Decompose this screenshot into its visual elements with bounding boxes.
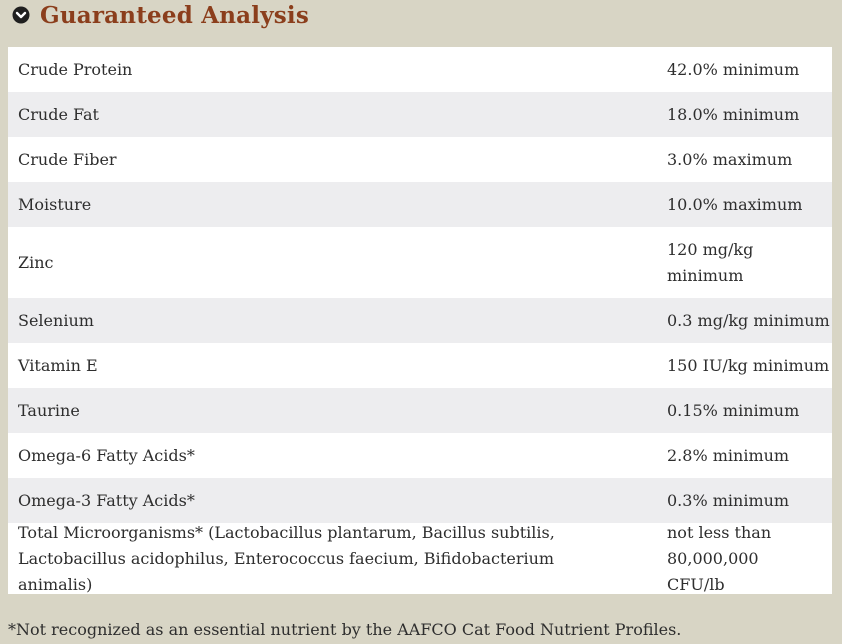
table-row [8, 92, 832, 137]
nutrient-name: Crude Fat [18, 104, 99, 124]
footnote: *Not recognized as an essential nutrient by the AAFCO Cat Food Nutrient Profiles. [8, 620, 682, 639]
nutrient-value: 0.15% minimum [667, 400, 800, 420]
nutrient-name: Taurine [18, 400, 80, 420]
nutrient-value: 42.0% minimum [667, 59, 800, 79]
table-row [8, 298, 832, 343]
nutrient-name: Crude Protein [18, 59, 133, 79]
table-row [8, 182, 832, 227]
table-row [8, 137, 832, 182]
table-row [8, 478, 832, 523]
nutrient-value: 3.0% maximum [667, 149, 793, 169]
nutrient-value: 10.0% maximum [667, 194, 803, 214]
nutrient-value: 2.8% minimum [667, 445, 790, 465]
table-row [8, 523, 832, 594]
nutrient-value: 0.3% minimum [667, 490, 790, 510]
nutrient-value: 0.3 mg/kg minimum [667, 310, 830, 330]
table-row [8, 47, 832, 92]
table-row [8, 343, 832, 388]
section-title: Guaranteed Analysis [40, 1, 309, 29]
nutrient-value: 120 mg/kg minimum [667, 239, 754, 285]
guaranteed-analysis-table [8, 47, 832, 594]
nutrient-name: Total Microorganisms* (Lactobacillus plantarum, Bacillus subtilis, Lactobacillus acidophilus, Enterococcus faecium, Bifidobacterium animalis) [18, 522, 555, 594]
nutrient-name: Crude Fiber [18, 149, 117, 169]
nutrient-value: 18.0% minimum [667, 104, 800, 124]
nutrient-name: Omega-3 Fatty Acids* [18, 490, 195, 510]
table-row [8, 433, 832, 478]
nutrient-name: Selenium [18, 310, 94, 330]
table-row [8, 227, 832, 298]
nutrient-name: Moisture [18, 194, 92, 214]
chevron-down-circle-icon[interactable] [12, 6, 30, 24]
nutrient-value: 150 IU/kg minimum [667, 355, 830, 375]
nutrient-name: Omega-6 Fatty Acids* [18, 445, 195, 465]
section-header[interactable] [12, 0, 309, 30]
nutrient-value: not less than 80,000,000 CFU/lb [667, 522, 772, 594]
nutrient-name: Vitamin E [18, 355, 98, 375]
table-row [8, 388, 832, 433]
nutrient-name: Zinc [18, 252, 54, 272]
